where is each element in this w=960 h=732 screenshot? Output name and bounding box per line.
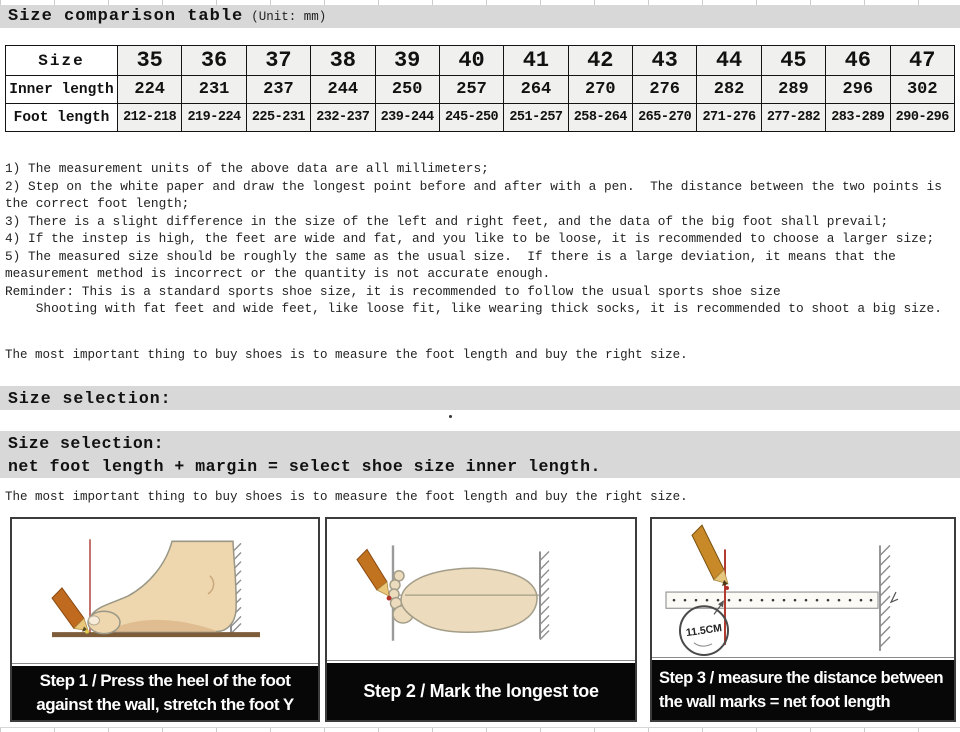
table-cell: 251-257 <box>504 104 568 132</box>
footprint-top-view <box>389 568 537 632</box>
step3-caption-line2: the wall marks = net foot length <box>659 693 891 711</box>
step2-caption <box>327 663 635 720</box>
step2-panel <box>325 517 637 722</box>
table-cell: 36 <box>182 46 246 76</box>
table-cell: 239-244 <box>375 104 439 132</box>
note-line: 1) The measurement units of the above data are all millimeters; <box>5 161 489 176</box>
table-cell: 283-289 <box>826 104 890 132</box>
table-cell: 40 <box>439 46 503 76</box>
step1-illustration <box>12 519 318 664</box>
bottom-tick-strip <box>0 727 960 732</box>
size-table <box>5 45 955 132</box>
size-selection-formula-block <box>0 431 960 478</box>
important-note: The most important thing to buy shoes is to measure the foot length and buy the right size. <box>5 348 688 362</box>
step2-caption-line1: Step 2 / Mark the longest toe <box>363 681 599 701</box>
step1-caption <box>12 666 318 720</box>
note-line: Shooting with fat feet and wide feet, like loose fit, like wearing thick socks, it is recommended to shoot a big size. <box>5 301 942 316</box>
measure-label: 11.5CM <box>685 622 723 640</box>
table-cell: 35 <box>118 46 182 76</box>
row-label: Size <box>6 46 118 76</box>
step1-panel <box>10 517 320 722</box>
step2-illustration <box>327 519 635 661</box>
table-cell: 43 <box>633 46 697 76</box>
note-line: 4) If the instep is high, the feet are wide and fat, and you like to be loose, it is recommended to choose a larger size; <box>5 231 935 246</box>
size-table-body <box>6 46 955 132</box>
table-cell: 302 <box>890 76 955 104</box>
table-cell: 296 <box>826 76 890 104</box>
row-label: Inner length <box>6 76 118 104</box>
note-line: 3) There is a slight difference in the size of the left and right feet, and the data of the big foot shall prevail; <box>5 213 889 229</box>
table-cell: 264 <box>504 76 568 104</box>
pencil-icon <box>357 549 391 600</box>
table-cell: 225-231 <box>246 104 310 132</box>
size-comparison-table <box>5 45 955 132</box>
pencil-icon <box>692 525 729 590</box>
table-cell: 47 <box>890 46 955 76</box>
size-selection-title: Size selection: <box>8 434 165 453</box>
table-cell: 44 <box>697 46 761 76</box>
table-cell: 250 <box>375 76 439 104</box>
table-cell: 289 <box>761 76 825 104</box>
ruler <box>666 592 878 608</box>
note-line: 5) The measured size should be roughly the same as the usual size. If there is a large deviation, it means that the <box>5 248 896 264</box>
row-label: Foot length <box>6 104 118 132</box>
table-row <box>6 46 955 76</box>
table-cell: 244 <box>311 76 375 104</box>
page-title: Size comparison table <box>8 7 244 26</box>
step3-panel <box>650 517 956 722</box>
note-line: Reminder: This is a standard sports shoe size, it is recommended to follow the usual sports shoe size <box>5 283 781 299</box>
table-cell: 270 <box>568 76 632 104</box>
table-cell: 38 <box>311 46 375 76</box>
table-cell: 245-250 <box>439 104 503 132</box>
wall-hatch <box>880 545 890 651</box>
step3-illustration <box>652 519 954 658</box>
note-line: measurement method is incorrect or the quantity is not accurate enough. <box>5 266 551 281</box>
size-selection-formula: net foot length + margin = select shoe size inner length. <box>8 457 601 476</box>
pencil-icon <box>52 588 89 634</box>
foot-side-view <box>88 541 236 633</box>
table-cell: 271-276 <box>697 104 761 132</box>
measurement-notes <box>5 160 957 318</box>
note-line: the correct foot length; <box>5 196 190 211</box>
step1-caption-line1: Step 1 / Press the heel of the foot <box>39 671 291 690</box>
table-cell: 212-218 <box>118 104 182 132</box>
table-cell: 232-237 <box>311 104 375 132</box>
table-cell: 46 <box>826 46 890 76</box>
step3-caption-line1: Step 3 / measure the distance between <box>659 669 944 687</box>
wall-hatch <box>540 551 549 639</box>
table-cell: 37 <box>246 46 310 76</box>
table-cell: 231 <box>182 76 246 104</box>
table-cell: 224 <box>118 76 182 104</box>
table-cell: 265-270 <box>633 104 697 132</box>
table-cell: 282 <box>697 76 761 104</box>
table-cell: 276 <box>633 76 697 104</box>
wall-mark <box>891 592 898 602</box>
table-cell: 257 <box>439 76 503 104</box>
table-cell: 41 <box>504 46 568 76</box>
size-selection-heading-label: Size selection: <box>8 388 172 408</box>
table-cell: 277-282 <box>761 104 825 132</box>
table-cell: 39 <box>375 46 439 76</box>
stray-dot <box>449 415 452 418</box>
step3-caption <box>652 660 954 720</box>
unit-label: (Unit: mm) <box>251 9 327 24</box>
table-row <box>6 76 955 104</box>
table-cell: 290-296 <box>890 104 955 132</box>
table-cell: 237 <box>246 76 310 104</box>
important-note: The most important thing to buy shoes is to measure the foot length and buy the right size. <box>5 490 688 504</box>
table-cell: 42 <box>568 46 632 76</box>
table-row <box>6 104 955 132</box>
note-line: 2) Step on the white paper and draw the longest point before and after with a pen. The distance between the two points is <box>5 178 942 194</box>
table-cell: 45 <box>761 46 825 76</box>
step1-caption-line2: against the wall, stretch the foot Y <box>36 695 294 714</box>
table-cell: 258-264 <box>568 104 632 132</box>
table-cell: 219-224 <box>182 104 246 132</box>
size-comparison-header <box>0 5 960 28</box>
size-selection-heading <box>0 386 960 410</box>
